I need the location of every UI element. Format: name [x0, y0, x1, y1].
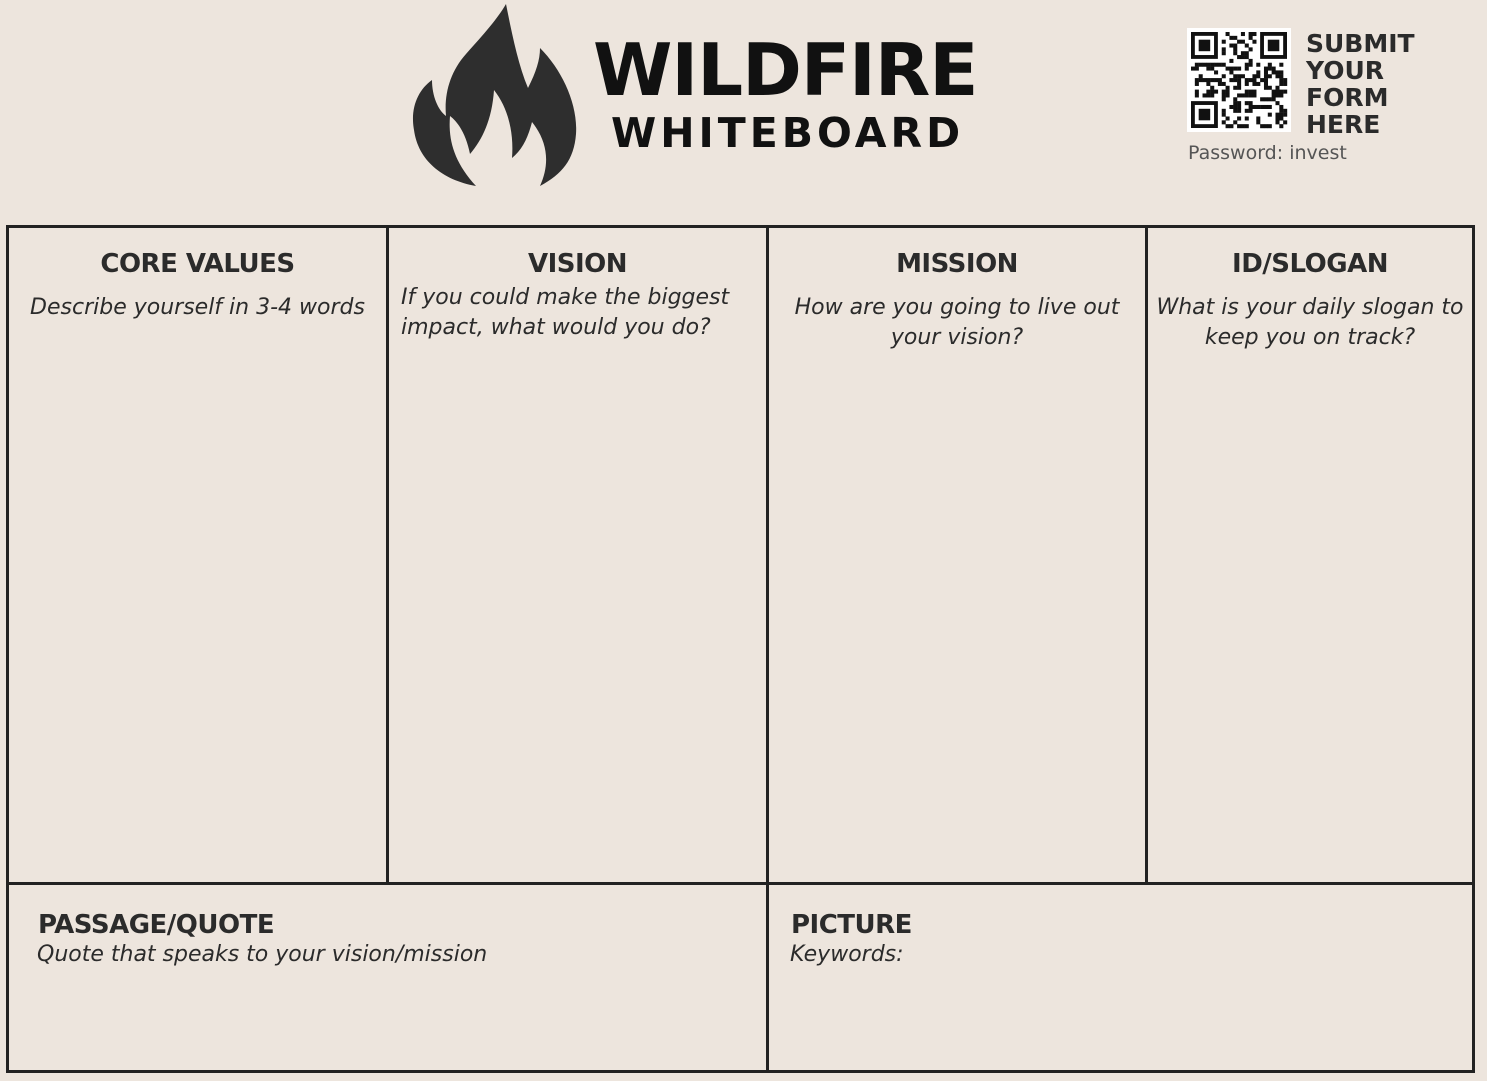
qr-code[interactable] — [1187, 28, 1291, 132]
mission-prompt: How are you going to live out your vision? — [794, 295, 1120, 350]
passage-quote-prompt: Quote that speaks to your vision/mission — [37, 942, 488, 967]
picture-keywords-label: Keywords: — [790, 942, 904, 967]
brand-subtitle: WHITEBOARD — [611, 109, 965, 157]
whiteboard-grid — [6, 225, 1475, 1073]
vision-prompt: If you could make the biggest impact, what would you do? — [401, 285, 730, 340]
id-slogan-section[interactable] — [1148, 228, 1472, 882]
flame-icon — [412, 4, 578, 186]
submit-line: HERE — [1306, 110, 1381, 139]
picture-title: PICTURE — [791, 910, 912, 940]
core-values-title: CORE VALUES — [100, 249, 295, 279]
vision-title: VISION — [527, 249, 628, 279]
submit-line: FORM — [1306, 83, 1389, 112]
submit-line: SUBMIT — [1306, 29, 1415, 58]
id-slogan-title: ID/SLOGAN — [1232, 249, 1388, 279]
core-values-prompt: Describe yourself in 3-4 words — [30, 295, 365, 320]
qr-code-graphic — [1187, 28, 1291, 132]
submit-form-label[interactable] — [1306, 30, 1415, 138]
mission-title: MISSION — [896, 249, 1018, 279]
core-values-section[interactable] — [9, 228, 386, 882]
password-note: Password: invest — [1188, 142, 1347, 164]
vision-section[interactable] — [389, 228, 766, 882]
brand-title: WILDFIRE — [593, 28, 978, 112]
mission-section[interactable] — [769, 228, 1145, 882]
passage-quote-section[interactable] — [9, 885, 766, 1070]
submit-line: YOUR — [1306, 56, 1385, 85]
passage-quote-title: PASSAGE/QUOTE — [38, 910, 275, 940]
picture-section[interactable] — [769, 885, 1472, 1070]
id-slogan-prompt: What is your daily slogan to keep you on track? — [1156, 295, 1464, 350]
